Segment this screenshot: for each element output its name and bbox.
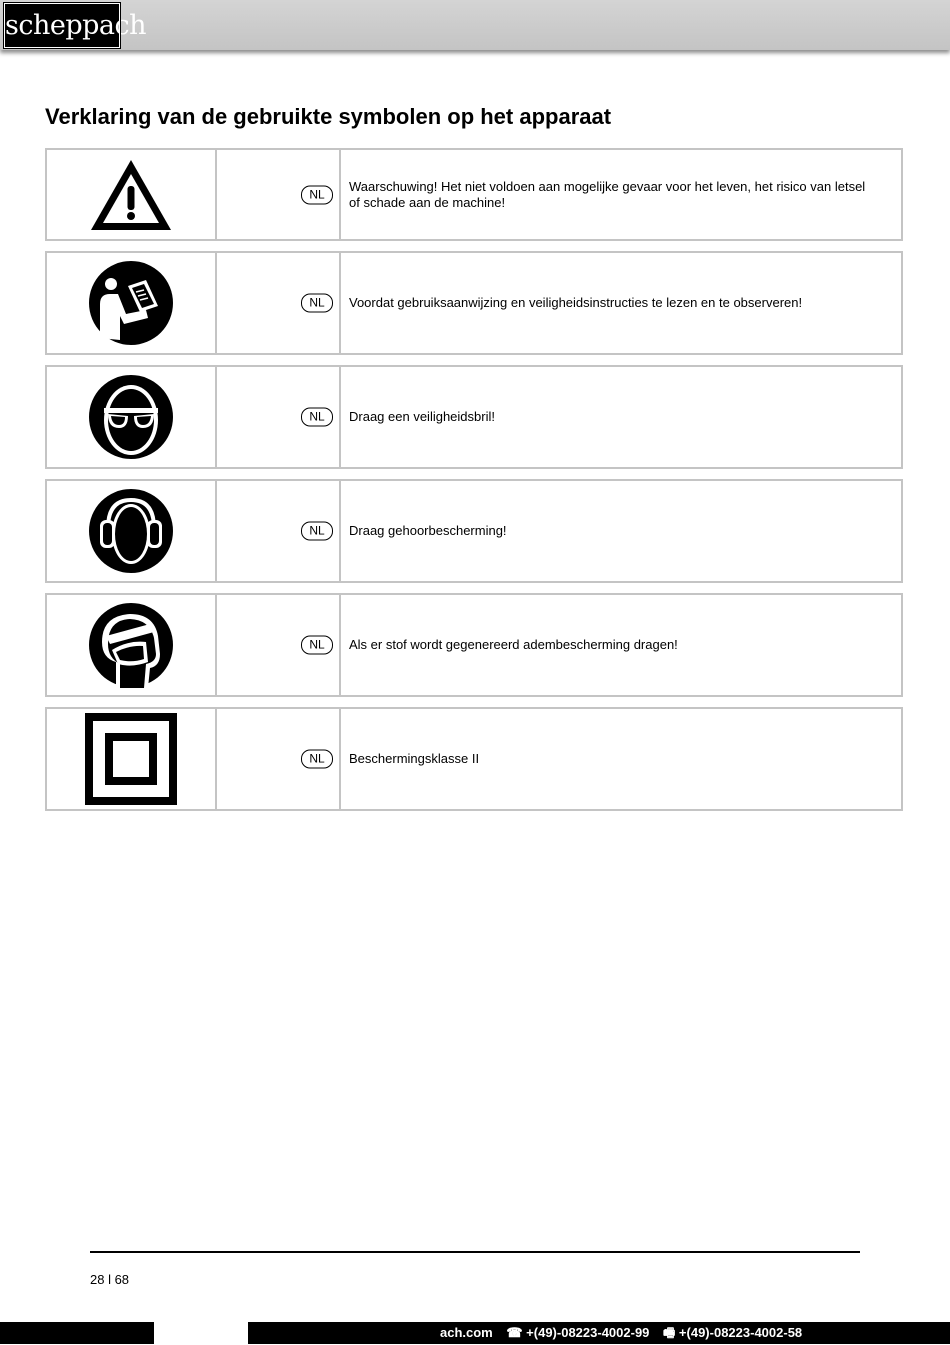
symbol-description: Als er stof wordt gegenereerd adembescherming dragen! [349, 637, 678, 652]
website-text: ach.com [440, 1325, 493, 1340]
fax-number: 🖷 +(49)-08223-4002-58 [663, 1325, 803, 1340]
language-cell [217, 367, 341, 467]
protection-class-ii-icon [47, 709, 217, 809]
symbol-description: Draag gehoorbescherming! [349, 523, 507, 538]
ear-protection-icon [47, 481, 217, 581]
contact-bar [0, 1322, 950, 1344]
safety-glasses-icon [47, 367, 217, 467]
warning-triangle-icon [47, 150, 217, 239]
language-cell [217, 595, 341, 695]
header-bar [0, 0, 950, 50]
language-badge: NL [301, 522, 333, 541]
symbol-description: Voordat gebruiksaanwijzing en veiligheidsinstructies te lezen en te observeren! [349, 295, 803, 310]
phone-number: ☎ +(49)-08223-4002-99 [506, 1325, 650, 1340]
footer-divider [90, 1251, 860, 1253]
dust-mask-icon [47, 595, 217, 695]
symbol-description: Beschermingsklasse II [349, 751, 480, 766]
scheppach-logo: scheppach [4, 3, 120, 48]
symbol-description: Draag een veiligheidsbril! [349, 409, 495, 424]
symbol-row-protection-class [45, 707, 903, 811]
symbol-row-glasses [45, 365, 903, 469]
language-badge: NL [301, 185, 333, 204]
language-cell [217, 150, 341, 239]
page-title: Verklaring van de gebruikte symbolen op het apparaat [45, 104, 612, 129]
language-badge: NL [301, 750, 333, 769]
symbol-row-warning [45, 148, 903, 241]
language-badge: NL [301, 408, 333, 427]
symbol-description: Waarschuwing! Het niet voldoen aan mogelijke gevaar voor het leven, het risico van letsel of schade aan de machine! [349, 178, 866, 210]
read-manual-icon [47, 253, 217, 353]
contact-info [440, 1322, 812, 1344]
contact-bar-gap [154, 1322, 248, 1344]
language-cell [217, 481, 341, 581]
symbol-row-manual [45, 251, 903, 355]
page-number: 28 l 68 [90, 1272, 130, 1287]
symbol-row-dust-mask [45, 593, 903, 697]
symbol-row-ear-protection [45, 479, 903, 583]
language-badge: NL [301, 636, 333, 655]
language-cell [217, 253, 341, 353]
language-cell [217, 709, 341, 809]
language-badge: NL [301, 294, 333, 313]
